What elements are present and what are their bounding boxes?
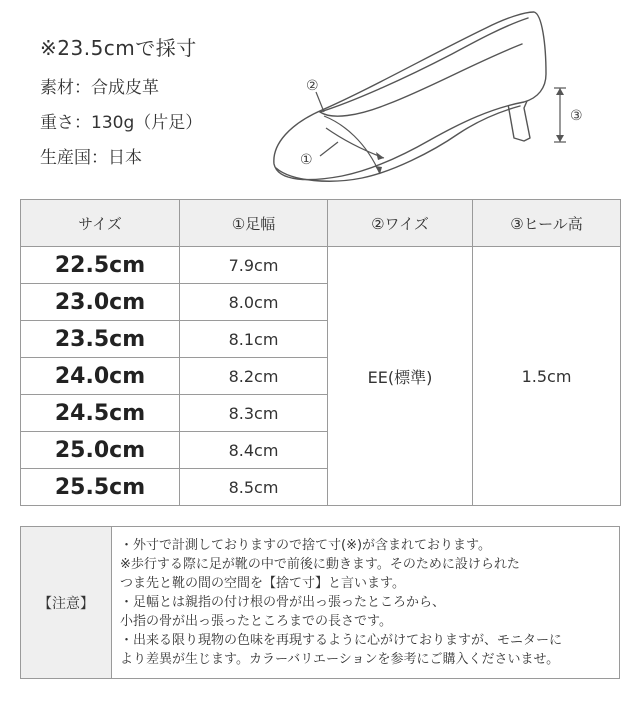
spec-title: ※23.5cmで採寸: [40, 36, 197, 60]
size-cell: 23.0cm: [21, 284, 180, 321]
note-line: 小指の骨が出っ張ったところまでの長さです。: [120, 614, 392, 629]
notes-body: [112, 527, 620, 679]
size-cell: 24.5cm: [21, 395, 180, 432]
header-heel-height: ③ヒール高: [473, 200, 621, 247]
header-foot-width: ①足幅: [180, 200, 328, 247]
size-cell: 25.5cm: [21, 469, 180, 506]
header-wise: ②ワイズ: [328, 200, 473, 247]
note-line: ※歩行する際に足が靴の中で前後に動きます。そのために設けられた: [120, 557, 520, 572]
spec-material: 素材：合成皮革: [40, 78, 159, 98]
foot-width-cell: 8.5cm: [180, 469, 328, 506]
foot-width-cell: 7.9cm: [180, 247, 328, 284]
label-3: ③: [570, 108, 583, 124]
notes-label: 【注意】: [21, 527, 112, 679]
shoe-diagram: [262, 4, 592, 190]
notes-table: [20, 526, 620, 679]
note-line: ・出来る限り現物の色味を再現するように心がけておりますが、モニターに: [120, 633, 563, 648]
spec-origin: 生産国：日本: [40, 148, 142, 168]
size-cell: 24.0cm: [21, 358, 180, 395]
spec-block: [40, 32, 202, 178]
notes-row: [21, 527, 620, 679]
size-table: [20, 199, 621, 506]
label-1: ①: [300, 152, 313, 168]
note-line: ・外寸で計測しておりますので捨て寸(※)が含まれております。: [120, 538, 491, 553]
foot-width-cell: 8.1cm: [180, 321, 328, 358]
size-cell: 22.5cm: [21, 247, 180, 284]
foot-width-cell: 8.3cm: [180, 395, 328, 432]
note-line: ・足幅とは親指の付け根の骨が出っ張ったところから、: [120, 595, 446, 610]
header-size: サイズ: [21, 200, 180, 247]
size-cell: 25.0cm: [21, 432, 180, 469]
arrow-head-3a: [556, 88, 564, 95]
note-line: より差異が生じます。カラーバリエーションを参考にご購入くださいませ。: [120, 652, 560, 667]
spec-weight: 重さ：130g（片足）: [40, 113, 203, 133]
heel-height-cell: 1.5cm: [473, 247, 621, 506]
label-2-leader: [316, 92, 324, 112]
foot-width-cell: 8.2cm: [180, 358, 328, 395]
label-2: ②: [306, 78, 319, 94]
arrow-head-3b: [556, 135, 564, 142]
foot-width-cell: 8.4cm: [180, 432, 328, 469]
wise-cell: EE(標準): [328, 247, 473, 506]
size-cell: 23.5cm: [21, 321, 180, 358]
table-row: [21, 247, 621, 284]
foot-width-cell: 8.0cm: [180, 284, 328, 321]
shoe-body: [274, 12, 546, 180]
note-line: つま先と靴の間の空間を【捨て寸】と言います。: [120, 576, 405, 591]
size-table-header-row: [21, 200, 621, 247]
